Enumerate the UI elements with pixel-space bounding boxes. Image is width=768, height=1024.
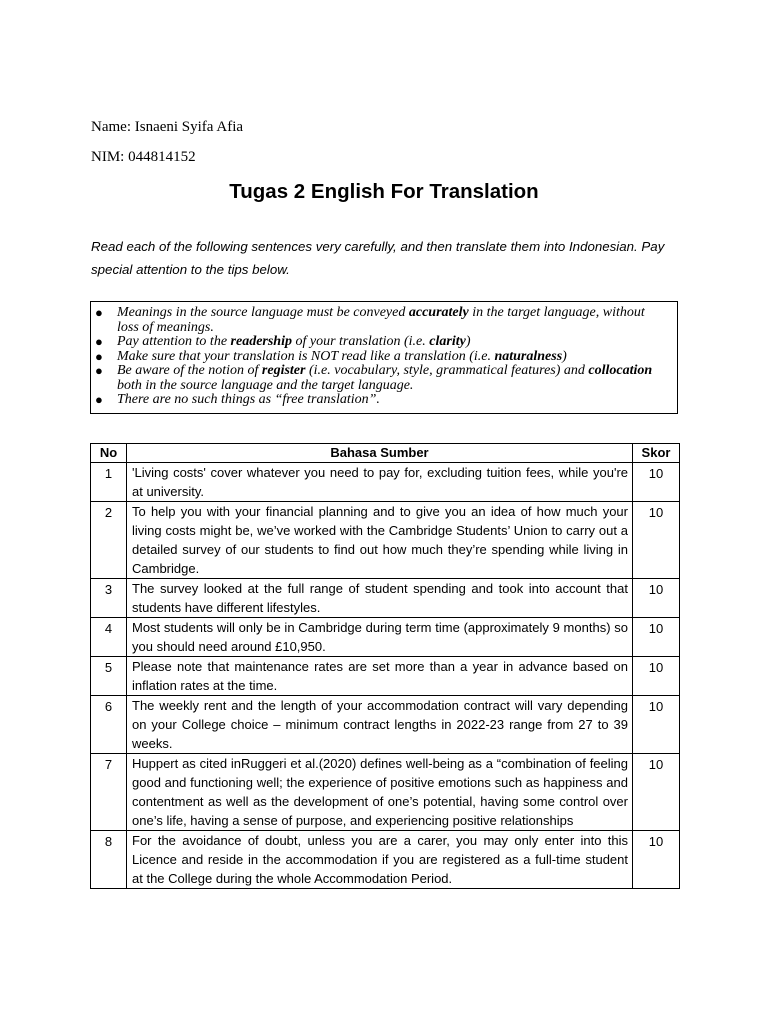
tip-item: ● There are no such things as “free translation”. (95, 392, 380, 407)
tip-item: ● Pay attention to the readership of your translation (i.e. clarity) (95, 334, 471, 349)
table-row (91, 502, 680, 579)
tips-box (90, 301, 678, 414)
table-row (91, 463, 680, 502)
source-sentences-table (90, 443, 680, 889)
row-score: 10 (633, 831, 680, 889)
row-number: 8 (91, 831, 127, 889)
row-score: 10 (633, 696, 680, 754)
source-sentence: For the avoidance of doubt, unless you are a carer, you may only enter into this Licence and reside in the accommodation if you are registered as a full-time student at the College during the whole Accommodation Period. (127, 831, 633, 889)
row-score: 10 (633, 754, 680, 831)
table-row (91, 657, 680, 696)
tip-item: ● Meanings in the source language must be conveyed accurately in the target language, without loss of meanings. (95, 305, 645, 335)
source-sentence: Please note that maintenance rates are set more than a year in advance based on inflation rates at the time. (127, 657, 633, 696)
source-sentence: The weekly rent and the length of your accommodation contract will vary depending on your College choice – minimum contract lengths in 2022-23 range from 27 to 39 weeks. (127, 696, 633, 754)
column-header-no: No (91, 444, 127, 463)
row-number: 7 (91, 754, 127, 831)
student-nim: NIM: 044814152 (91, 149, 196, 165)
source-sentence: To help you with your financial planning and to give you an idea of how much your living costs might be, we’ve worked with the Cambridge Students’ Union to carry out a detailed survey of our students to find out how much they’re spending while living in Cambridge. (127, 502, 633, 579)
table-row (91, 831, 680, 889)
table-header-row (91, 444, 680, 463)
column-header-score: Skor (633, 444, 680, 463)
table-row (91, 754, 680, 831)
row-number: 2 (91, 502, 127, 579)
table-row (91, 618, 680, 657)
document-title: Tugas 2 English For Translation (229, 180, 539, 203)
source-sentence: 'Living costs' cover whatever you need to pay for, excluding tuition fees, while you're at university. (127, 463, 633, 502)
tip-item: ● Be aware of the notion of register (i.e. vocabulary, style, grammatical features) and collocation both in the source language and the target language. (95, 363, 653, 393)
tips-list (91, 302, 677, 408)
source-sentence: Huppert as cited inRuggeri et al.(2020) defines well-being as a “combination of feeling good and functioning well; the experience of positive emotions such as happiness and contentment as well as the development of one’s potential, having some control over one’s life, having a sense of purpose, and experiencing positive relationships (127, 754, 633, 831)
source-sentence: The survey looked at the full range of student spending and took into account that students have different lifestyles. (127, 579, 633, 618)
bullet-icon: ● (95, 305, 103, 320)
source-sentence: Most students will only be in Cambridge during term time (approximately 9 months) so you should need around £10,950. (127, 618, 633, 657)
row-number: 3 (91, 579, 127, 618)
bullet-icon: ● (95, 363, 103, 378)
row-number: 4 (91, 618, 127, 657)
bullet-icon: ● (95, 392, 103, 407)
bullet-icon: ● (95, 348, 103, 364)
row-number: 1 (91, 463, 127, 502)
row-score: 10 (633, 618, 680, 657)
student-name: Name: Isnaeni Syifa Afia (91, 119, 244, 135)
row-score: 10 (633, 657, 680, 696)
row-score: 10 (633, 463, 680, 502)
tip-item: ● Make sure that your translation is NOT read like a translation (i.e. naturalness) (95, 348, 567, 364)
row-score: 10 (633, 579, 680, 618)
bullet-icon: ● (95, 334, 103, 349)
table-row (91, 579, 680, 618)
table-row (91, 696, 680, 754)
instructions: Read each of the following sentences very carefully, and then translate them into Indonesian. Pay special attention to the tips below. (91, 239, 665, 277)
row-score: 10 (633, 502, 680, 579)
column-header-source: Bahasa Sumber (127, 444, 633, 463)
row-number: 5 (91, 657, 127, 696)
row-number: 6 (91, 696, 127, 754)
